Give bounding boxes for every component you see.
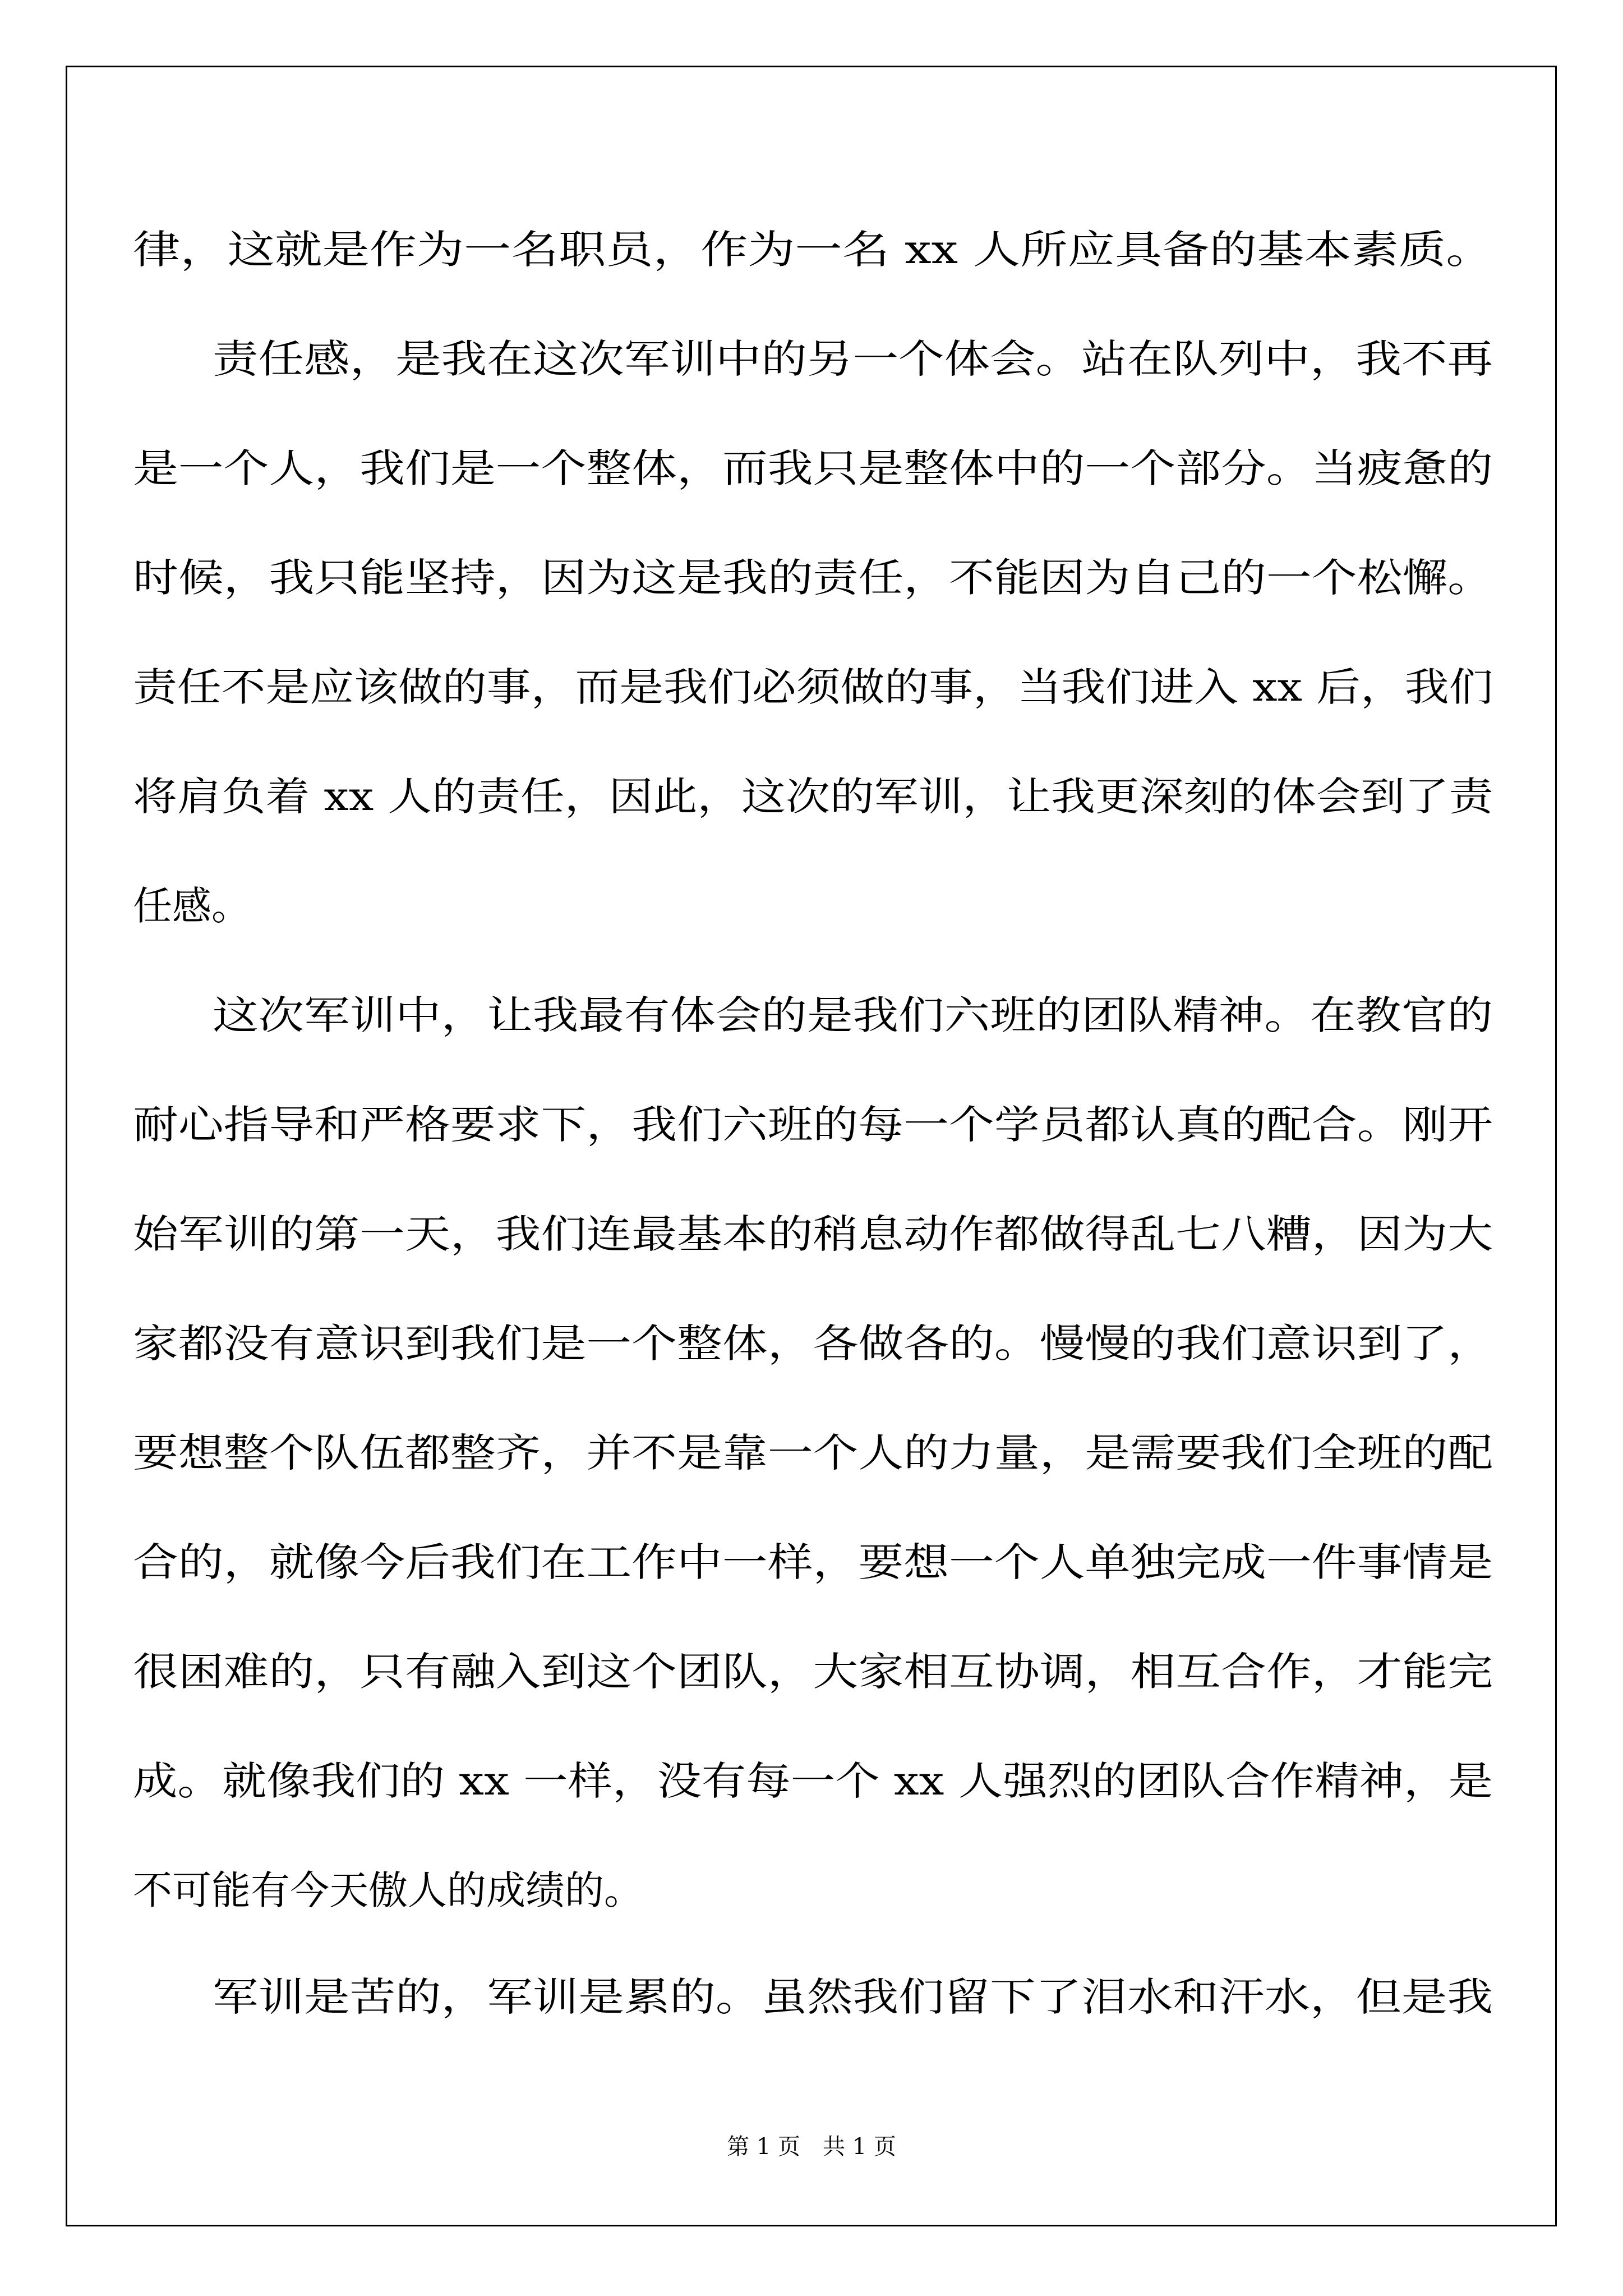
text-line: 军训是苦的，军训是累的。虽然我们留下了泪水和汗水，但是我 [213,1974,1493,2020]
text-line: 不可能有今天傲人的成绩的。 [133,1867,643,1913]
text-line: 耐心指导和严格要求下，我们六班的每一个学员都认真的配合。刚开 [133,1102,1493,1148]
text-line: 律，这就是作为一名职员，作为一名 xx 人所应具备的基本素质。 [133,227,1493,273]
text-line: 家都没有意识到我们是一个整体，各做各的。慢慢的我们意识到了， [133,1320,1493,1366]
text-line: 始军训的第一天，我们连最基本的稍息动作都做得乱七八糟，因为大 [133,1211,1493,1257]
text-line: 责任不是应该做的事，而是我们必须做的事，当我们进入 xx 后，我们 [133,664,1493,710]
text-line: 责任感，是我在这次军训中的另一个体会。站在队列中，我不再 [213,336,1493,382]
text-line: 任感。 [133,883,251,929]
text-line: 这次军训中，让我最有体会的是我们六班的团队精神。在教官的 [213,992,1493,1038]
text-line: 合的，就像今后我们在工作中一样，要想一个人单独完成一件事情是 [133,1539,1493,1585]
text-line: 时候，我只能坚持，因为这是我的责任，不能因为自己的一个松懈。 [133,555,1493,601]
text-line: 将肩负着 xx 人的责任，因此，这次的军训，让我更深刻的体会到了责 [133,774,1493,820]
text-line: 很困难的，只有融入到这个团队，大家相互协调，相互合作，才能完 [133,1649,1493,1695]
text-line: 是一个人，我们是一个整体，而我只是整体中的一个部分。当疲惫的 [133,445,1493,491]
page-footer: 第 1 页 共 1 页 [727,2134,896,2160]
text-line: 成。就像我们的 xx 一样，没有每一个 xx 人强烈的团队合作精神，是 [133,1758,1493,1804]
text-line: 要想整个队伍都整齐，并不是靠一个人的力量，是需要我们全班的配 [133,1430,1493,1476]
